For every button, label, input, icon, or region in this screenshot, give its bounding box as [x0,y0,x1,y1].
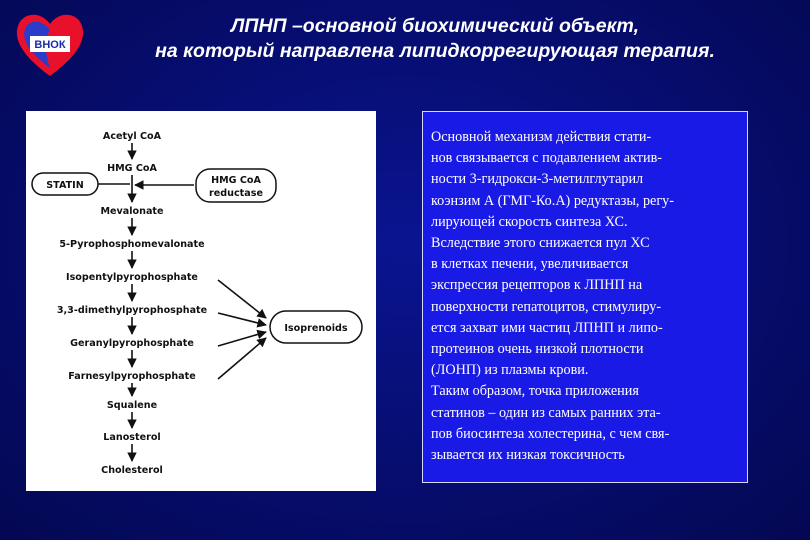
text-line: статинов – один из самых ранних эта- [431,404,661,421]
text-line: Таким образом, точка приложения [431,383,639,400]
slide-title [90,14,780,64]
title-line-1: ЛПНП –основной биохимический объект, [231,15,639,37]
text-line: Основной механизм действия стати- [431,129,652,145]
text-line: протеинов очень низкой плотности [431,341,644,358]
text-line: коэнзим А (ГМГ-Ко.А) редуктазы, регу- [431,192,674,209]
enzyme-label-line-1: HMG CoA [211,175,261,186]
node-hmg-coa: HMG CoA [107,163,157,174]
cholesterol-pathway-diagram [26,111,376,491]
text-line: ности 3-гидрокси-3-метилглутарил [431,171,644,188]
text-line: пов биосинтеза холестерина, с чем свя- [431,425,670,442]
isoprenoids-box [270,311,362,343]
node-5-pyrophosphomevalonate: 5-Pyrophosphomevalonate [59,239,205,250]
title-line-2: на который направлена липидкоррегирующая терапия. [155,40,715,62]
node-dimethylpyrophosphate: 3,3-dimethylpyrophosphate [56,305,208,316]
text-line: экспрессия рецепторов к ЛПНП на [431,277,643,294]
node-lanosterol: Lanosterol [103,432,161,443]
node-cholesterol: Cholesterol [101,465,163,476]
text-line: в клетках печени, увеличивается [431,256,629,273]
text-line: (ЛОНП) из плазмы крови. [431,362,589,379]
text-line: нов связывается с подавлением актив- [431,150,663,167]
hmg-coa-reductase-box [196,169,276,202]
node-acetyl-coa: Acetyl CoA [102,131,162,142]
node-geranylpyrophosphate: Geranylpyrophosphate [70,338,194,349]
text-line: поверхности гепатоцитов, стимулиру- [431,298,662,315]
node-mevalonate: Mevalonate [100,206,164,217]
text-line: зывается их низкая токсичность [431,447,625,464]
text-line: Вследствие этого снижается пул ХС [431,235,650,252]
text-line: ется захват ими частиц ЛПНП и липо- [431,319,663,336]
isoprenoids-label: Isoprenoids [284,323,348,334]
text-line: лирующей скорость синтеза ХС. [431,213,628,230]
logo-text: ВНОК [34,39,66,51]
node-isopentylpyrophosphate: Isopentylpyrophosphate [66,272,198,283]
vnok-logo [12,8,88,80]
node-farnesylpyrophosphate: Farnesylpyrophosphate [68,371,196,382]
enzyme-label-line-2: reductase [209,188,263,199]
statin-mechanism-text [422,111,748,483]
statin-label: STATIN [46,180,84,191]
node-squalene: Squalene [106,400,158,411]
isoprenoid-arrows [218,280,266,379]
statin-box [32,173,98,195]
